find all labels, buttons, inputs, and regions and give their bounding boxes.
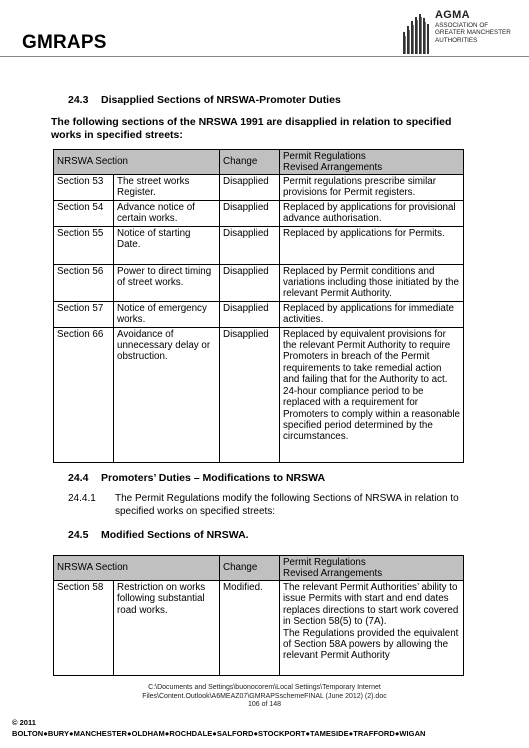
cell-section: Section 55 bbox=[54, 226, 114, 264]
brand-title: GMRAPS bbox=[22, 32, 107, 53]
table-row bbox=[54, 264, 464, 301]
cell-change: Disapplied bbox=[220, 301, 280, 327]
table-row bbox=[54, 327, 464, 462]
arrangement-text: The relevant Permit Authorities’ ability to issue Permits with start and end dates replaces directions to start work covered in Section 58(5) to (7A). bbox=[283, 582, 459, 628]
cell-section: Section 56 bbox=[54, 264, 114, 301]
cell-arrangement bbox=[280, 581, 464, 676]
cell-arrangement: Replaced by applications for immediate activities. bbox=[280, 301, 464, 327]
header-permit-line: Revised Arrangements bbox=[283, 162, 383, 173]
cell-arrangement bbox=[280, 327, 464, 462]
cell-section: Section 66 bbox=[54, 327, 114, 462]
page-footer bbox=[0, 684, 529, 710]
header-nrswa-section: NRSWA Section bbox=[54, 556, 220, 581]
logo-name: AGMA bbox=[435, 9, 470, 21]
cell-arrangement: Replaced by Permit conditions and variations including those initiated by the relevant Permit Authority. bbox=[280, 264, 464, 301]
arrangement-text: The Regulations provided the equivalent of Section 58A powers by allowing the relevant Permit Authority bbox=[283, 627, 459, 662]
header-permit-regulations bbox=[280, 556, 464, 581]
page-number: 106 of 148 bbox=[247, 701, 282, 709]
agma-logo bbox=[401, 8, 521, 54]
cell-title: Advance notice of certain works. bbox=[114, 200, 220, 226]
section-title: Promoters’ Duties – Modifications to NRSWA bbox=[101, 472, 326, 484]
cell-title: The street works Register. bbox=[114, 175, 220, 201]
page-header bbox=[0, 0, 529, 62]
cell-section: Section 54 bbox=[54, 200, 114, 226]
disapplied-sections-table bbox=[53, 149, 464, 463]
cell-title: Notice of emergency works. bbox=[114, 301, 220, 327]
header-permit-line: Permit Regulations bbox=[283, 151, 366, 162]
section-title: Modified Sections of NRSWA. bbox=[101, 529, 249, 541]
copyright: © 2011 bbox=[12, 718, 36, 727]
section-heading-24-5 bbox=[68, 529, 249, 541]
section-heading-24-3 bbox=[68, 94, 341, 106]
header-nrswa-section: NRSWA Section bbox=[54, 150, 220, 175]
cell-change: Disapplied bbox=[220, 264, 280, 301]
table-header-row bbox=[54, 150, 464, 175]
logo-subtitle-line: GREATER MANCHESTER bbox=[435, 29, 511, 37]
logo-subtitle bbox=[435, 22, 525, 44]
arrangement-text: 24-hour compliance period to be replaced with a requirement for Promoters to comply within a reasonable specified period determined by the circumstances. bbox=[283, 385, 460, 443]
cell-arrangement: Replaced by applications for Permits. bbox=[280, 226, 464, 264]
cell-title: Power to direct timing of street works. bbox=[114, 264, 220, 301]
cell-change: Disapplied bbox=[220, 327, 280, 462]
cell-arrangement: Replaced by applications for provisional advance authorisation. bbox=[280, 200, 464, 226]
member-towns: BOLTON●BURY●MANCHESTER●OLDHAM●ROCHDALE●SALFORD●STOCKPORT●TAMESIDE●TRAFFORD●WIGAN bbox=[12, 729, 426, 738]
cell-section: Section 58 bbox=[54, 581, 114, 676]
section-intro: The following sections of the NRSWA 1991 are disapplied in relation to specified works in specified streets: bbox=[51, 116, 452, 141]
cell-change: Disapplied bbox=[220, 175, 280, 201]
agma-logo-icon bbox=[401, 8, 435, 54]
header-change: Change bbox=[220, 150, 280, 175]
paragraph-number: 24.4.1 bbox=[68, 493, 96, 504]
table-row bbox=[54, 581, 464, 676]
table-row bbox=[54, 175, 464, 201]
section-heading-24-4 bbox=[68, 472, 325, 484]
logo-subtitle-line: ASSOCIATION OF bbox=[435, 22, 489, 29]
table-row bbox=[54, 301, 464, 327]
cell-change: Disapplied bbox=[220, 226, 280, 264]
table-row bbox=[54, 200, 464, 226]
footer-file-path: Files\Content.Outlook\A6MEAZ07\GMRAPSschemeFINAL (June 2012) (2).doc bbox=[142, 692, 387, 700]
section-number: 24.4 bbox=[68, 472, 89, 484]
cell-change: Modified. bbox=[220, 581, 280, 676]
cell-title: Restriction on works following substantial road works. bbox=[114, 581, 220, 676]
paragraph-text: The Permit Regulations modify the following Sections of NRSWA in relation to specified works on specified streets: bbox=[115, 493, 459, 517]
section-number: 24.3 bbox=[68, 94, 89, 106]
header-permit-line: Permit Regulations bbox=[283, 557, 366, 568]
header-divider bbox=[0, 56, 529, 57]
cell-title: Avoidance of unnecessary delay or obstruction. bbox=[114, 327, 220, 462]
arrangement-text: Replaced by equivalent provisions for the relevant Permit Authority to require Promoters in breach of the Permit requirements to take remedial action and failing that for the Authority to act. bbox=[283, 328, 451, 386]
header-change: Change bbox=[220, 556, 280, 581]
cell-arrangement: Permit regulations prescribe similar provisions for Permit registers. bbox=[280, 175, 464, 201]
cell-title: Notice of starting Date. bbox=[114, 226, 220, 264]
header-permit-regulations bbox=[280, 150, 464, 175]
cell-section: Section 57 bbox=[54, 301, 114, 327]
logo-subtitle-line: AUTHORITIES bbox=[435, 36, 478, 44]
table-header-row bbox=[54, 556, 464, 581]
cell-section: Section 53 bbox=[54, 175, 114, 201]
table-row bbox=[54, 226, 464, 264]
footer-file-path: C:\Documents and Settings\buonocorem\Local Settings\Temporary Internet bbox=[148, 684, 381, 691]
header-permit-line: Revised Arrangements bbox=[283, 568, 383, 579]
section-title: Disapplied Sections of NRSWA-Promoter Duties bbox=[101, 94, 341, 106]
modified-sections-table bbox=[53, 555, 464, 676]
section-number: 24.5 bbox=[68, 529, 89, 541]
cell-change: Disapplied bbox=[220, 200, 280, 226]
